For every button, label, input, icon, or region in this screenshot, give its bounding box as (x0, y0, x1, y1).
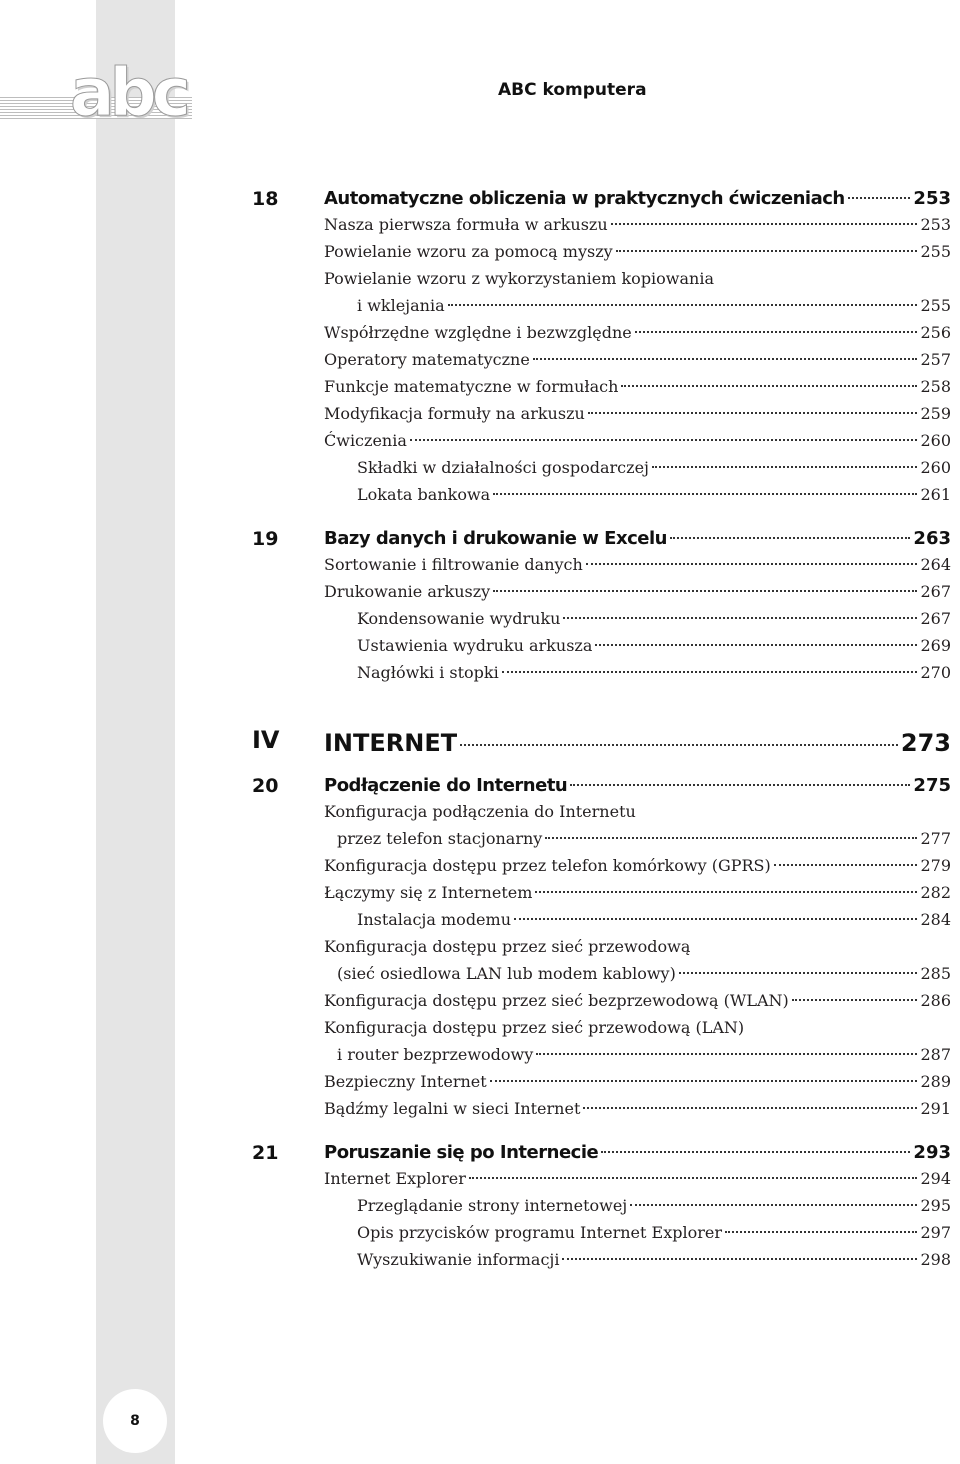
toc-page: 277 (920, 829, 951, 848)
toc-title: Automatyczne obliczenia w praktycznych ćwiczeniach (324, 188, 845, 209)
toc-line (357, 458, 951, 484)
toc-page: 256 (920, 323, 951, 342)
toc-page: 298 (920, 1250, 951, 1269)
toc-entry (0, 215, 960, 241)
toc-title: Przeglądanie strony internetowej (357, 1196, 628, 1215)
toc-part (0, 726, 960, 757)
toc-line (324, 188, 951, 214)
toc-title: INTERNET (324, 729, 458, 757)
toc-line (324, 991, 951, 1017)
dot-leader (563, 617, 917, 619)
toc-page: 282 (920, 883, 951, 902)
toc-entry (0, 555, 960, 581)
toc-title: Internet Explorer (324, 1169, 466, 1188)
toc-entry (0, 1196, 960, 1222)
toc-line (324, 883, 951, 909)
toc-title: Opis przycisków programu Internet Explorer (357, 1223, 722, 1242)
toc-page: 269 (920, 636, 951, 655)
dot-leader (595, 644, 917, 646)
toc-entry (0, 323, 960, 349)
toc-line (357, 485, 951, 511)
toc-line (324, 1072, 951, 1098)
toc-title: Bądźmy legalni w sieci Internet (324, 1099, 581, 1118)
dot-leader (630, 1204, 917, 1206)
toc-page: 285 (920, 964, 951, 983)
dot-leader (774, 864, 918, 866)
toc-page: 284 (920, 910, 951, 929)
toc-title: Ćwiczenia (324, 431, 407, 450)
dot-leader (490, 1080, 918, 1082)
toc-entry (0, 937, 960, 963)
dot-leader (535, 891, 917, 893)
toc-page: 295 (920, 1196, 951, 1215)
toc-page: 257 (920, 350, 951, 369)
toc-title: przez telefon stacjonarny (337, 829, 543, 848)
toc-line (357, 636, 951, 662)
toc-page: 255 (920, 296, 951, 315)
toc-entry (0, 829, 960, 855)
toc-page: 297 (920, 1223, 951, 1242)
abc-logo: abc (70, 54, 186, 131)
toc-line (324, 528, 951, 554)
toc-entry (0, 910, 960, 936)
toc-title: Konfiguracja dostępu przez telefon komórkowy (GPRS) (324, 856, 771, 875)
toc-title: (sieć osiedlowa LAN lub modem kablowy) (337, 964, 676, 983)
dot-leader (502, 671, 918, 673)
dot-leader (652, 466, 917, 468)
toc-title: Łączymy się z Internetem (324, 883, 533, 902)
toc-entry (0, 1072, 960, 1098)
toc-entry (0, 964, 960, 990)
toc-page: 255 (920, 242, 951, 261)
toc-chapter (0, 188, 960, 214)
toc-entry (0, 485, 960, 511)
toc-chapter (0, 528, 960, 554)
toc-entry (0, 1169, 960, 1195)
toc-page: 267 (920, 609, 951, 628)
toc-line (357, 1250, 951, 1276)
toc-title: i wklejania (357, 296, 445, 315)
toc-title: Konfiguracja dostępu przez sieć bezprzewodową (WLAN) (324, 991, 789, 1010)
dot-leader (588, 412, 918, 414)
dot-leader (448, 304, 918, 306)
dot-leader (621, 385, 917, 387)
toc-entry (0, 1099, 960, 1125)
toc-line (324, 582, 951, 608)
toc-page: 273 (900, 729, 951, 757)
dot-leader (616, 250, 918, 252)
toc-page: 263 (913, 528, 951, 549)
toc-page: 287 (920, 1045, 951, 1064)
toc-page: 291 (920, 1099, 951, 1118)
dot-leader (848, 197, 911, 199)
toc-entry (0, 663, 960, 689)
dot-leader (562, 1258, 917, 1260)
toc-line (324, 215, 951, 241)
toc-line (324, 802, 636, 828)
toc-entry (0, 296, 960, 322)
toc-title: Wyszukiwanie informacji (357, 1250, 560, 1269)
toc-entry (0, 609, 960, 635)
toc-page: 293 (913, 1142, 951, 1163)
toc-entry (0, 1250, 960, 1276)
dot-leader (536, 1053, 917, 1055)
running-header: ABC komputera (498, 80, 647, 100)
toc-line (324, 775, 951, 801)
toc-entry (0, 636, 960, 662)
toc-line (357, 1223, 951, 1249)
toc-title: Konfiguracja podłączenia do Internetu (324, 802, 636, 821)
toc-page: 275 (913, 775, 951, 796)
toc-line (324, 1018, 744, 1044)
toc-title: Ustawienia wydruku arkusza (357, 636, 593, 655)
toc-number: 20 (252, 775, 279, 797)
toc-line (324, 350, 951, 376)
dot-leader (460, 744, 898, 746)
toc-line (324, 242, 951, 268)
toc-page: 294 (920, 1169, 951, 1188)
dot-leader (670, 537, 910, 539)
toc-entry (0, 1018, 960, 1044)
toc-page: 260 (920, 431, 951, 450)
toc-title: Współrzędne względne i bezwzględne (324, 323, 632, 342)
toc-line (337, 1045, 951, 1071)
toc-title: Nagłówki i stopki (357, 663, 499, 682)
toc-line (324, 431, 951, 457)
dot-leader (635, 331, 918, 333)
toc-page: 260 (920, 458, 951, 477)
toc-page: 264 (920, 555, 951, 574)
toc-number: IV (252, 726, 280, 754)
toc-page: 267 (920, 582, 951, 601)
toc-line (324, 555, 951, 581)
toc-page: 270 (920, 663, 951, 682)
toc-title: Instalacja modemu (357, 910, 511, 929)
toc-entry (0, 431, 960, 457)
dot-leader (725, 1231, 917, 1233)
toc-line (324, 1099, 951, 1125)
toc-page: 261 (920, 485, 951, 504)
toc-title: Powielanie wzoru z wykorzystaniem kopiowania (324, 269, 714, 288)
toc-line (324, 856, 951, 882)
toc-line (324, 1169, 951, 1195)
toc-title: Modyfikacja formuły na arkuszu (324, 404, 585, 423)
toc-title: Lokata bankowa (357, 485, 491, 504)
toc-title: Nasza pierwsza formuła w arkuszu (324, 215, 608, 234)
dot-leader (493, 590, 917, 592)
toc-entry (0, 377, 960, 403)
toc-entry (0, 1045, 960, 1071)
toc-entry (0, 458, 960, 484)
dot-leader (611, 223, 918, 225)
toc-chapter (0, 775, 960, 801)
toc-line (324, 323, 951, 349)
toc-title: Bezpieczny Internet (324, 1072, 487, 1091)
dot-leader (493, 493, 917, 495)
toc-line (357, 1196, 951, 1222)
toc-title: Kondensowanie wydruku (357, 609, 561, 628)
toc-title: Bazy danych i drukowanie w Excelu (324, 528, 667, 549)
toc-entry (0, 1223, 960, 1249)
toc-line (324, 729, 951, 755)
toc-title: Poruszanie się po Internecie (324, 1142, 599, 1163)
toc-title: Operatory matematyczne (324, 350, 530, 369)
dot-leader (469, 1177, 918, 1179)
toc-line (324, 1142, 951, 1168)
dot-leader (533, 358, 918, 360)
toc-line (357, 663, 951, 689)
toc-page: 258 (920, 377, 951, 396)
dot-leader (583, 1107, 917, 1109)
toc-entry (0, 991, 960, 1017)
dot-leader (792, 999, 918, 1001)
toc-title: Składki w działalności gospodarczej (357, 458, 649, 477)
toc-page: 259 (920, 404, 951, 423)
page-number: 8 (103, 1389, 167, 1453)
toc-title: i router bezprzewodowy (337, 1045, 534, 1064)
dot-leader (545, 837, 917, 839)
toc-title: Podłączenie do Internetu (324, 775, 568, 796)
toc-entry (0, 404, 960, 430)
toc-page: 253 (913, 188, 951, 209)
dot-leader (514, 918, 917, 920)
toc-line (324, 404, 951, 430)
toc-line (324, 937, 690, 963)
toc-page: 253 (920, 215, 951, 234)
toc-line (337, 964, 951, 990)
toc-line (357, 910, 951, 936)
dot-leader (410, 439, 918, 441)
toc-line (324, 269, 714, 295)
toc-line (337, 829, 951, 855)
toc-entry (0, 582, 960, 608)
toc-title: Sortowanie i filtrowanie danych (324, 555, 583, 574)
dot-leader (601, 1151, 910, 1153)
toc-chapter (0, 1142, 960, 1168)
toc-number: 18 (252, 188, 279, 210)
dot-leader (570, 784, 910, 786)
toc-entry (0, 242, 960, 268)
toc-line (357, 609, 951, 635)
toc-page: 279 (920, 856, 951, 875)
dot-leader (586, 563, 918, 565)
toc-title: Funkcje matematyczne w formułach (324, 377, 619, 396)
toc-title: Powielanie wzoru za pomocą myszy (324, 242, 613, 261)
toc-page: 286 (920, 991, 951, 1010)
toc-entry (0, 350, 960, 376)
toc-page: 289 (920, 1072, 951, 1091)
toc-line (324, 377, 951, 403)
dot-leader (679, 972, 918, 974)
toc-number: 19 (252, 528, 279, 550)
toc-line (357, 296, 951, 322)
toc-entry (0, 802, 960, 828)
toc-title: Konfiguracja dostępu przez sieć przewodową (LAN) (324, 1018, 745, 1037)
toc-entry (0, 269, 960, 295)
toc-entry (0, 883, 960, 909)
toc-title: Konfiguracja dostępu przez sieć przewodową (324, 937, 691, 956)
toc-entry (0, 856, 960, 882)
toc-number: 21 (252, 1142, 279, 1164)
toc-title: Drukowanie arkuszy (324, 582, 491, 601)
